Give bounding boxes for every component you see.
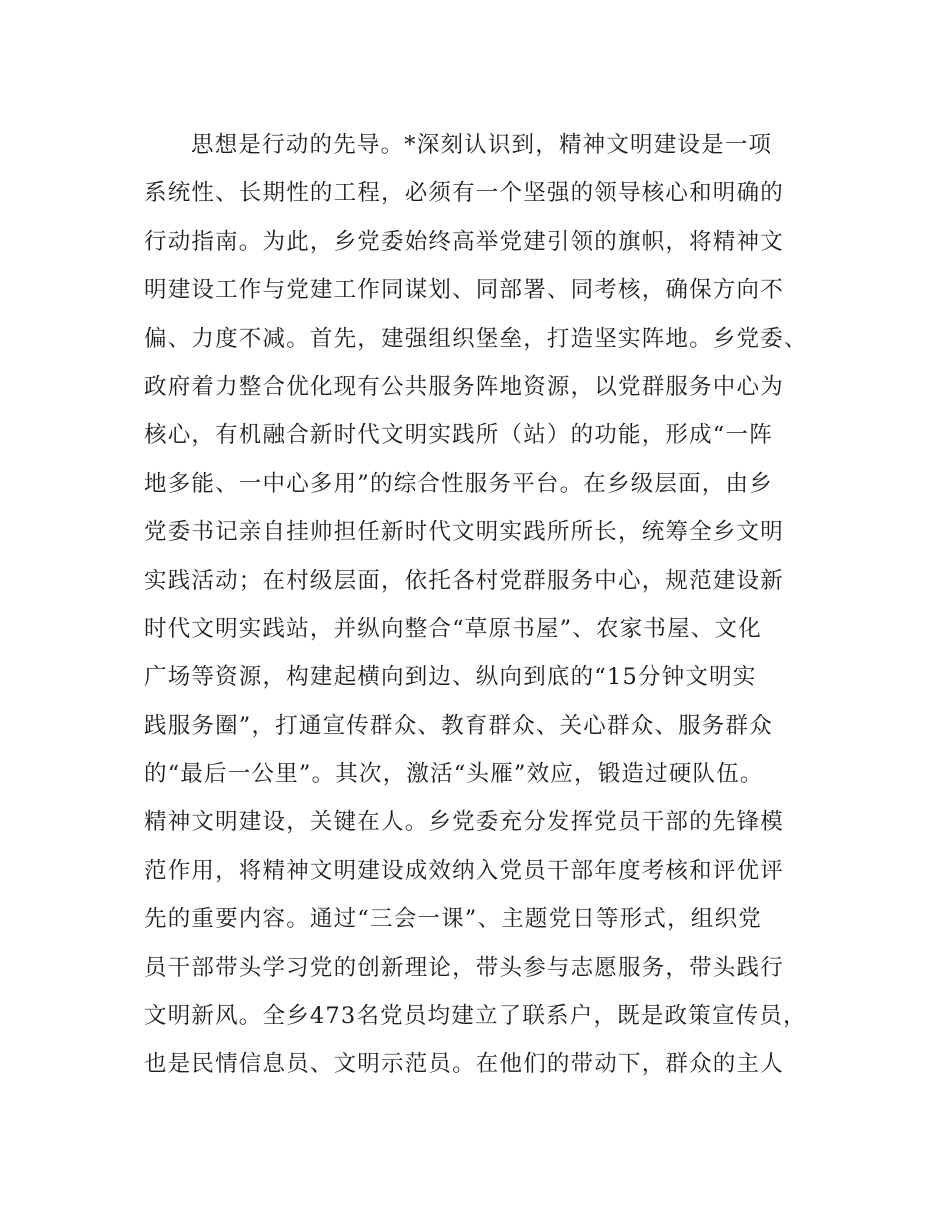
text-line: 先的重要内容。通过“三会一课”、主题党日等形式，组织党 bbox=[144, 906, 762, 933]
text-line: 明建设工作与党建工作同谋划、同部署、同考核，确保方向不 bbox=[144, 277, 784, 304]
text-line: 实践活动；在村级层面，依托各村党群服务中心，规范建设新 bbox=[144, 567, 784, 594]
body-paragraph bbox=[144, 121, 844, 1089]
text-line: 党委书记亲自挂帅担任新时代文明实践所所长，统筹全乡文明 bbox=[144, 519, 784, 546]
text-line: 的“最后一公里”。其次，激活“头雁”效应，锻造过硬队伍。 bbox=[144, 761, 764, 788]
text-line: 核心，有机融合新时代文明实践所（站）的功能，形成“一阵 bbox=[144, 422, 773, 449]
text-line: 系统性、长期性的工程，必须有一个坚强的领导核心和明确的 bbox=[144, 180, 784, 207]
text-line: 地多能、一中心多用”的综合性服务平台。在乡级层面，由乡 bbox=[144, 470, 773, 497]
text-line: 践服务圈”，打通宣传群众、教育群众、关心群众、服务群众 bbox=[144, 712, 773, 739]
text-line: 广场等资源，构建起横向到边、纵向到底的“15分钟文明实 bbox=[144, 664, 757, 691]
text-line: 偏、力度不减。首先，建强组织堡垒，打造坚实阵地。乡党委、 bbox=[144, 325, 808, 352]
text-line: 行动指南。为此，乡党委始终高举党建引领的旗帜，将精神文 bbox=[144, 228, 784, 255]
text-line: 时代文明实践站，并纵向整合“草原书屋”、农家书屋、文化 bbox=[144, 615, 762, 642]
text-line: 员干部带头学习党的创新理论，带头参与志愿服务，带头践行 bbox=[144, 954, 784, 981]
text-line: 思想是行动的先导。*深刻认识到，精神文明建设是一项 bbox=[191, 132, 773, 158]
text-line: 文明新风。全乡473名党员均建立了联系户，既是政策宣传员， bbox=[144, 1003, 807, 1030]
text-line: 精神文明建设，关键在人。乡党委充分发挥党员干部的先锋模 bbox=[144, 809, 784, 836]
text-line: 也是民情信息员、文明示范员。在他们的带动下，群众的主人 bbox=[144, 1051, 784, 1078]
text-line: 政府着力整合优化现有公共服务阵地资源，以党群服务中心为 bbox=[144, 373, 784, 400]
text-line: 范作用，将精神文明建设成效纳入党员干部年度考核和评优评 bbox=[144, 857, 784, 884]
